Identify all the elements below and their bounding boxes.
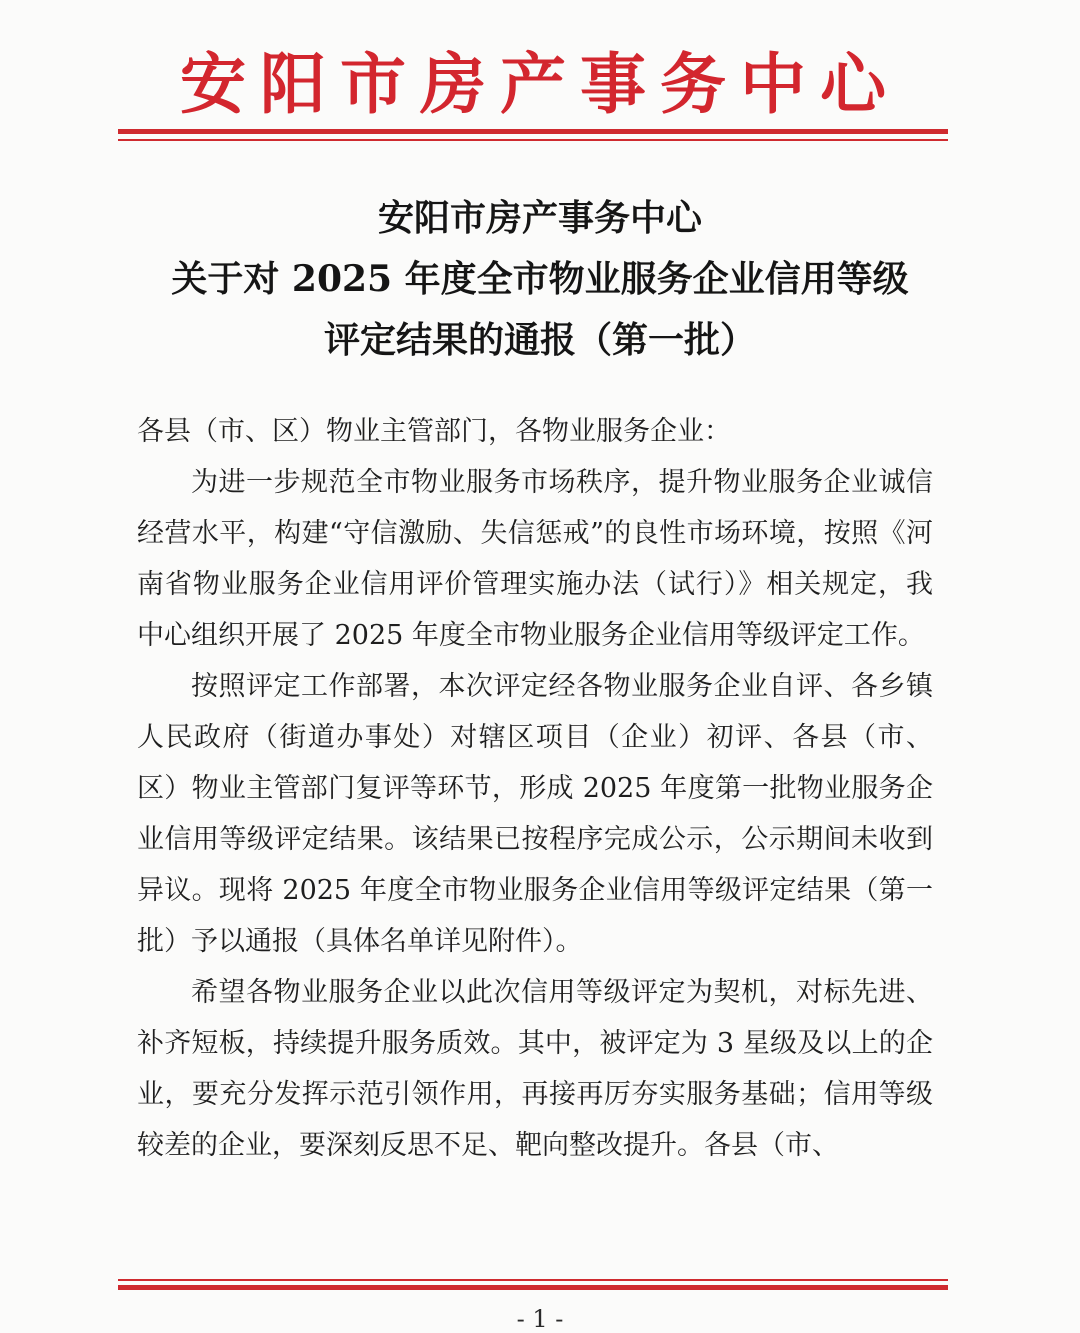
paragraph-1: 为进一步规范全市物业服务市场秩序，提升物业服务企业诚信经营水平，构建“守信激励、失信惩戒”的良性市场环境，按照《河南省物业服务企业信用评价管理实施办法（试行）》相关规定，我中心组织开展了 2025 年度全市物业服务企业信用等级评定工作。: [137, 467, 933, 651]
title-line-1: 安阳市房产事务中心: [377, 197, 702, 239]
page-number: - 1 -: [516, 1305, 564, 1333]
document-body: [137, 406, 933, 1171]
footer-rule-thick: [118, 1285, 948, 1290]
paragraph-2: 按照评定工作部署，本次评定经各物业服务企业自评、各乡镇人民政府（街道办事处）对辖区项目（企业）初评、各县（市、区）物业主管部门复评等环节，形成 2025 年度第一批物业服务企业信用等级评定结果。该结果已按程序完成公示，公示期间未收到异议。现将 2025 年度全市物业服务企业信用等级评定结果（第一批）予以通报（具体名单详见附件）。: [137, 671, 933, 957]
footer-rule-thin: [118, 1279, 948, 1281]
letterhead-org-name: 安阳市房产事务中心: [180, 45, 900, 123]
letterhead-rule-thick: [118, 129, 948, 134]
title-line-3: 评定结果的通报（第一批）: [323, 319, 756, 361]
letterhead-rule-thin: [118, 139, 948, 141]
title-line-2: 关于对 2025 年度全市物业服务企业信用等级: [171, 258, 909, 300]
paragraph-3: 希望各物业服务企业以此次信用等级评定为契机，对标先进、补齐短板，持续提升服务质效。其中，被评定为 3 星级及以上的企业，要充分发挥示范引领作用，再接再厉夯实服务基础；信用等级较差的企业，要深刻反思不足、靶向整改提升。各县（市、: [137, 977, 933, 1161]
salutation: 各县（市、区）物业主管部门，各物业服务企业：: [137, 416, 731, 447]
document-title: [0, 188, 1080, 371]
